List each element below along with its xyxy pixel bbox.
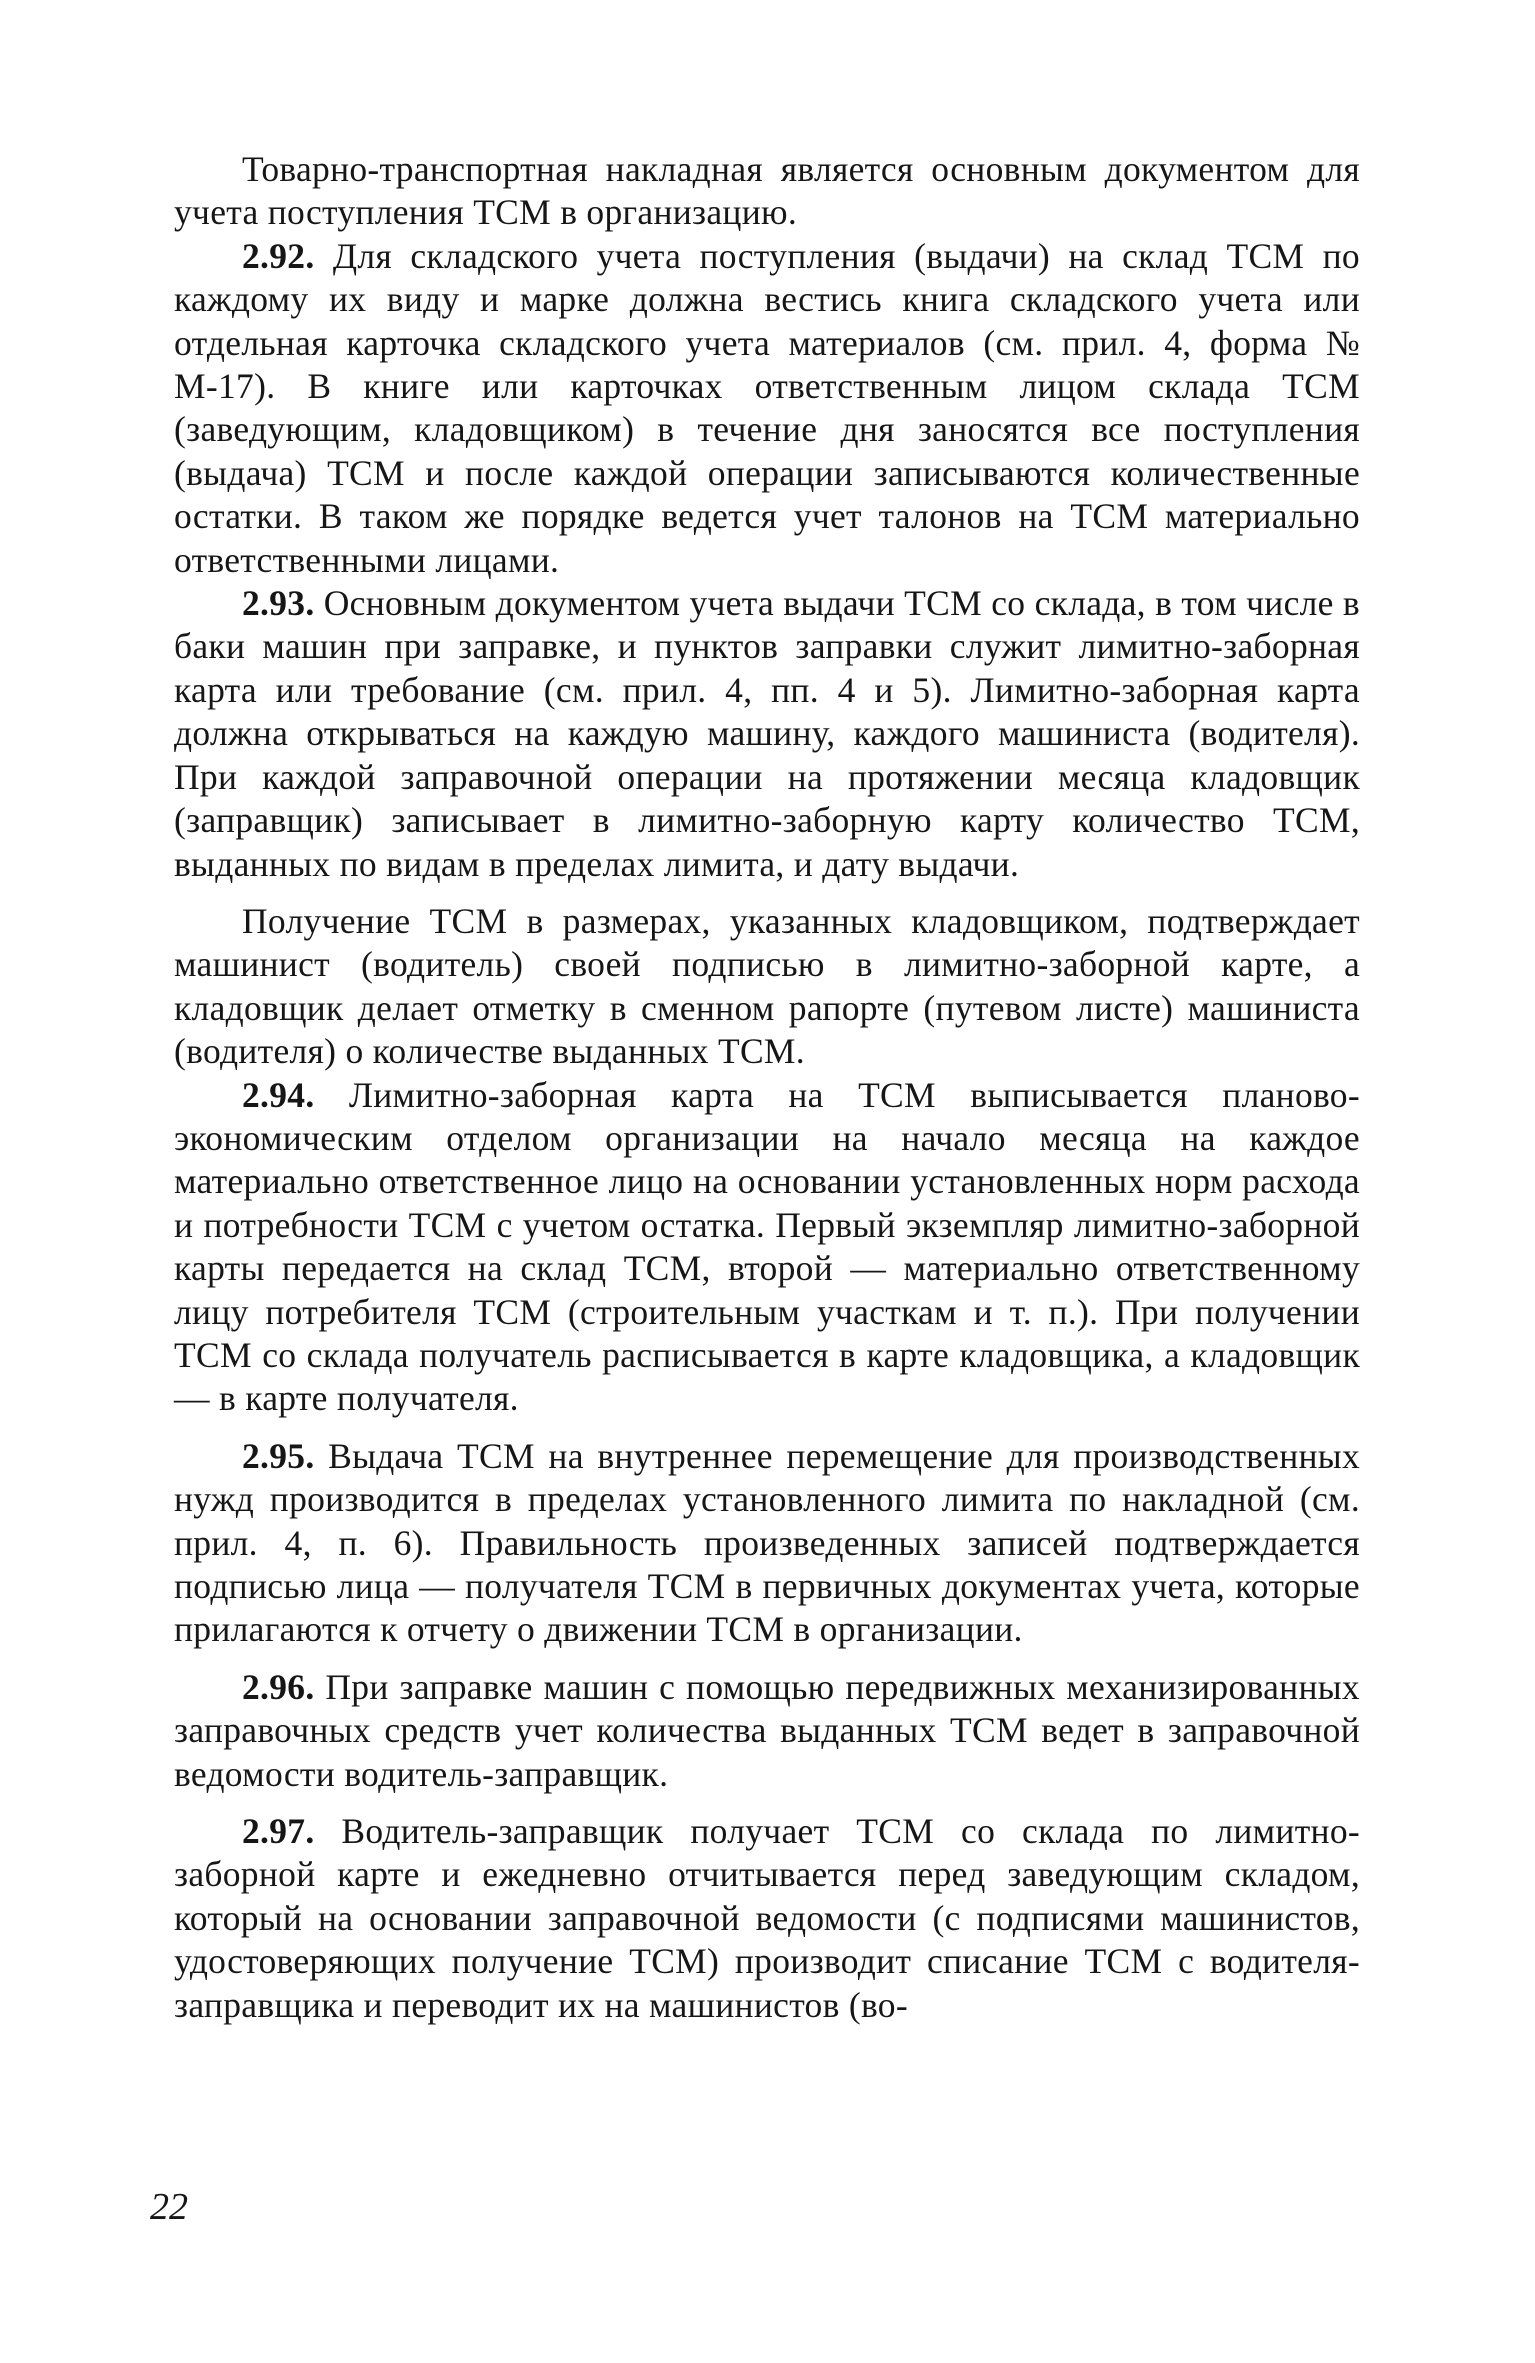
paragraph-2-97 <box>174 1810 1360 2027</box>
paragraph-intro <box>174 148 1360 235</box>
paragraph-text: Для складского учета поступления (выдачи) на склад ТСМ по каждому их виду и марке должна вестись книга складского учета или отдельная карточка складского учета материалов (см. прил. 4, форма № М-17). В книге или карточках ответственным лицом склада ТСМ (заведующим, кладовщиком) в течение дня заносятся все поступления (выдача) ТСМ и после каждой операции записываются количественные остатки. В таком же порядке ведется учет талонов на ТСМ материально ответственными лицами. <box>174 235 1360 580</box>
paragraph-2-96 <box>174 1666 1360 1796</box>
paragraph-number: 2.97. <box>242 1811 315 1852</box>
paragraph-text: При заправке машин с помощью передвижных механизированных заправочных средств учет количества выданных ТСМ ведет в заправочной ведомости водитель-заправщик. <box>174 1666 1360 1794</box>
paragraph-2-95 <box>174 1435 1360 1652</box>
paragraph-number: 2.95. <box>242 1435 315 1476</box>
paragraph-text: Выдача ТСМ на внутреннее перемещение для производственных нужд производится в пределах установленного лимита по накладной (см. прил. 4, п. 6). Правильность произведенных записей подтверждается подписью лица — получателя ТСМ в первичных документах учета, которые прилагаются к отчету о движении ТСМ в организации. <box>174 1435 1361 1650</box>
paragraph-text: Получение ТСМ в размерах, указанных кладовщиком, подтверждает машинист (водитель) своей подписью в лимитно-заборной карте, а кладовщик делает отметку в сменном рапорте (путевом листе) машиниста (водителя) о количестве выданных ТСМ. <box>174 900 1360 1072</box>
paragraph-text: Водитель-заправщик получает ТСМ со склада по лимитно-заборной карте и ежедневно отчитывается перед заведующим складом, который на основании заправочной ведомости (с подписями машинистов, удостоверяющих получение ТСМ) производит списание ТСМ с водителя-заправщика и переводит их на машинистов (во- <box>174 1811 1360 2025</box>
paragraph-2-93 <box>174 582 1360 886</box>
paragraph-number: 2.93. <box>242 583 315 624</box>
paragraph-2-93-continued <box>174 900 1360 1074</box>
paragraph-number: 2.96. <box>242 1666 315 1707</box>
paragraph-number: 2.92. <box>242 235 315 276</box>
paragraph-text: Основным документом учета выдачи ТСМ со склада, в том числе в баки машин при заправке, и пунктов заправки служит лимитно-заборная карта или требование (см. прил. 4, пп. 4 и 5). Лимитно-заборная карта должна открываться на каждую машину, каждого машиниста (водителя). При каждой заправочной операции на протяжении месяца кладовщик (заправщик) записывает в лимитно-заборную карту количество ТСМ, выданных по видам в пределах лимита, и дату выдачи. <box>174 583 1360 884</box>
paragraph-2-94 <box>174 1074 1360 1421</box>
paragraph-text: Лимитно-заборная карта на ТСМ выписывается планово-экономическим отделом организации на начало месяца на каждое материально ответственное лицо на основании установленных норм расхода и потребности ТСМ с учетом остатка. Первый экземпляр лимитно-заборной карты передается на склад ТСМ, второй — материально ответственному лицу потребителя ТСМ (строительным участкам и т. п.). При получении ТСМ со склада получатель расписывается в карте кладовщика, а кладовщик — в карте получателя. <box>174 1074 1360 1419</box>
page-body <box>174 148 1360 2027</box>
paragraph-2-92 <box>174 235 1360 582</box>
paragraph-text: Товарно-транспортная накладная является основным документом для учета поступления ТСМ в организацию. <box>174 149 1360 233</box>
paragraph-number: 2.94. <box>242 1074 315 1115</box>
page-number: 22 <box>150 2186 188 2228</box>
